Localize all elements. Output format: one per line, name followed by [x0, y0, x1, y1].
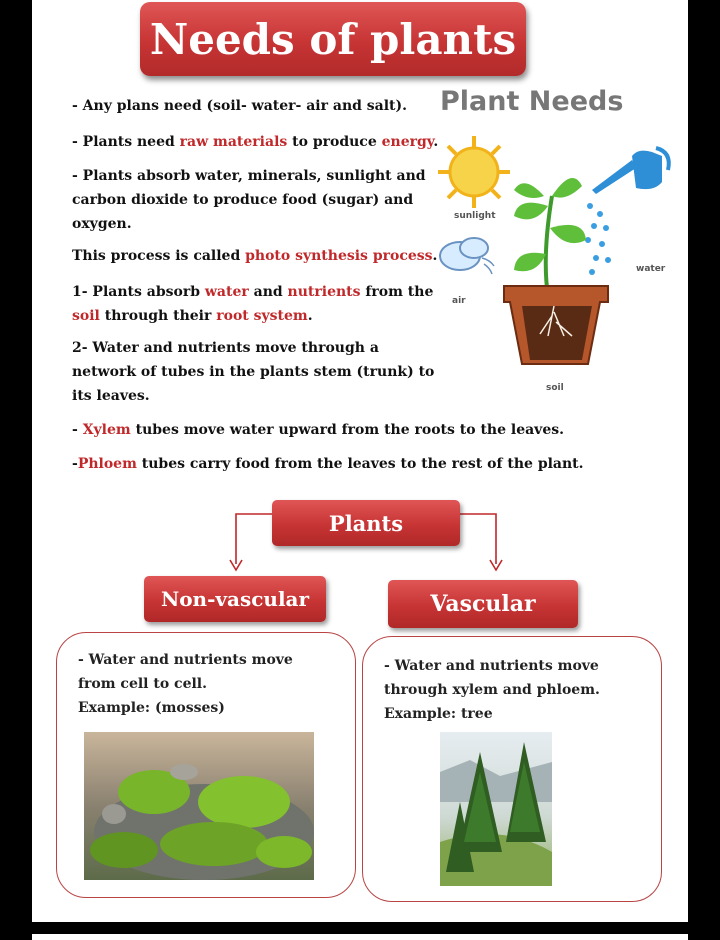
- moss-image: [84, 732, 314, 880]
- intro-paragraph-6: 2- Water and nutrients move through a network of tubes in the plants stem (trunk) to its leaves.: [72, 340, 435, 404]
- intro-line-2: - Plants need raw materials to produce energy.: [72, 134, 439, 150]
- sunlight-label: sunlight: [454, 211, 496, 221]
- non-vascular-box: Non-vascular: [144, 576, 326, 622]
- plant-needs-heading: Plant Needs: [440, 86, 624, 117]
- air-label: air: [452, 296, 466, 306]
- intro-paragraph-3: - Plants absorb water, minerals, sunlight and carbon dioxide to produce food (sugar) and oxygen.: [72, 168, 426, 232]
- xylem-line: - Xylem tubes move water upward from the roots to the leaves.: [72, 422, 564, 438]
- water-label: water: [636, 264, 666, 274]
- vascular-description: - Water and nutrients move through xylem and phloem. Example: tree: [384, 658, 600, 722]
- plants-root-box: Plants: [272, 500, 460, 546]
- page-title: Needs of plants: [140, 2, 526, 76]
- intro-paragraph-5: 1- Plants absorb water and nutrients from the soil through their root system.: [72, 284, 434, 324]
- intro-line-1: - Any plans need (soil- water- air and salt).: [72, 98, 408, 114]
- tree-image: [440, 732, 552, 886]
- vascular-box: Vascular: [388, 580, 578, 628]
- intro-line-4: This process is called photo synthesis process.: [72, 248, 438, 264]
- soil-label: soil: [546, 383, 564, 393]
- non-vascular-description: - Water and nutrients move from cell to cell. Example: (mosses): [78, 652, 293, 716]
- phloem-line: -Phloem tubes carry food from the leaves to the rest of the plant.: [72, 456, 584, 472]
